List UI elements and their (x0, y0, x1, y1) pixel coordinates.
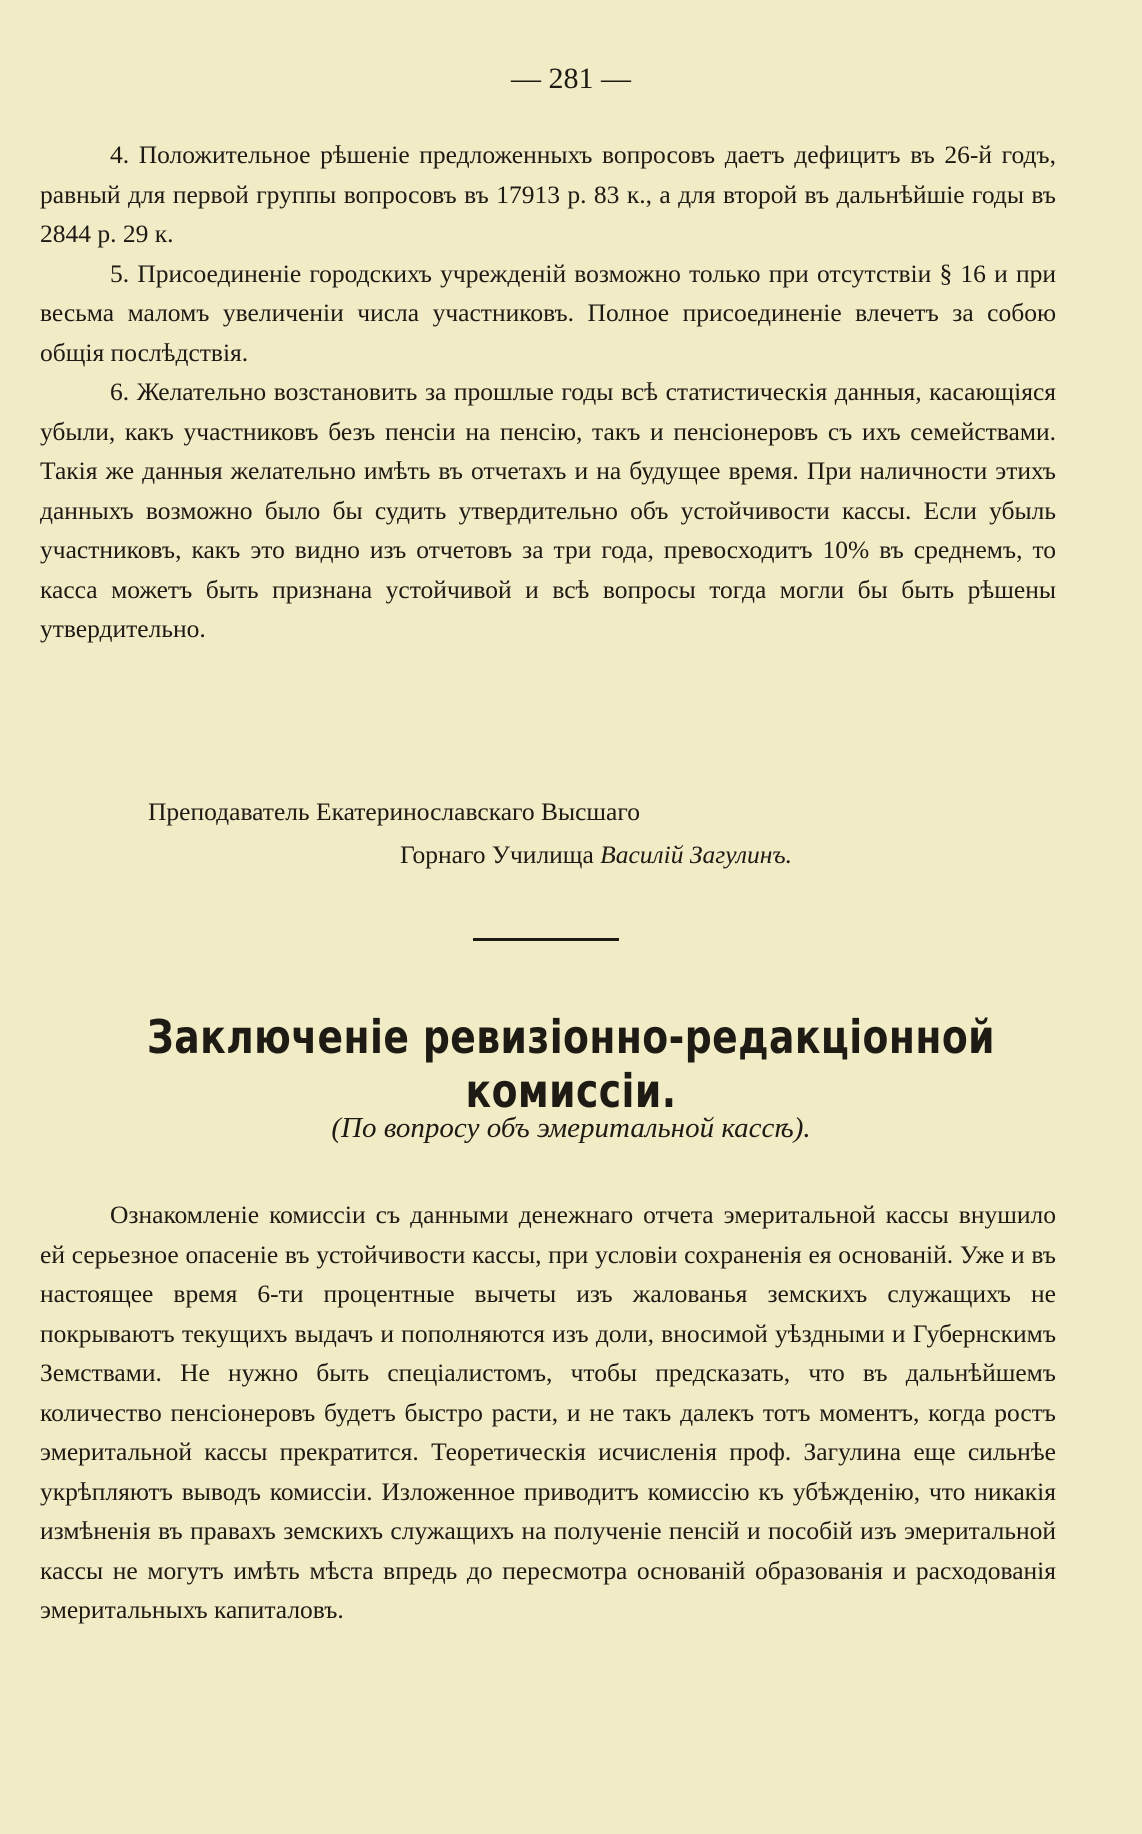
signature-line-2 (400, 840, 792, 870)
paragraph-4: 4. Положительное рѣшеніе предложенныхъ вопросовъ даетъ дефицитъ въ 26-й годъ, равный для первой группы вопросовъ въ 17913 р. 83 к., а для второй въ дальнѣйшіе годы въ 2844 р. 29 к. (40, 140, 1056, 248)
section-divider (473, 938, 619, 941)
signature-name: Василій Загулинъ. (600, 840, 792, 869)
section-subheading: (По вопросу объ эмеритальной кассѣ). (331, 1112, 811, 1144)
conclusion-paragraph: Ознакомленіе комиссіи съ данными денежнаго отчета эмеритальной кассы внушило ей серьезное опасеніе въ устойчивости кассы, при условіи сохраненія ея основаній. Уже и въ настоящее время 6-ти процентные вычеты изъ жалованья земскихъ служащихъ не покрываютъ текущихъ выдачъ и пополняются изъ доли, вносимой уѣздными и Губернскимъ Земствами. Не нужно быть спеціалистомъ, чтобы предсказать, что въ дальнѣйшемъ количество пенсіонеровъ будетъ быстро расти, и не такъ далекъ тотъ моментъ, когда ростъ эмеритальной кассы прекратится. Теоретическія исчисленія проф. Загулина еще сильнѣе укрѣпляютъ выводъ комиссіи. Изложенное приводитъ комиссію къ убѣжденію, что никакія измѣненія въ правахъ земскихъ служащихъ на полученіе пенсій и пособій изъ эмеритальной кассы не могутъ имѣть мѣста впредь до пересмотра основаній образованія и расходованія эмеритальныхъ капиталовъ. (40, 1200, 1056, 1624)
signature-line-1: Преподаватель Екатеринославскаго Высшаго (148, 797, 640, 826)
section-heading: Заключеніе ревизіонно-редакціонной комиссіи. (147, 1010, 995, 1118)
commission-conclusion (40, 1195, 1056, 1630)
paragraph-6: 6. Желательно возстановить за прошлые годы всѣ статистическія данныя, касающіяся убыли, какъ участниковъ безъ пенсіи на пенсію, такъ и пенсіонеровъ съ ихъ семействами. Такія же данныя желательно имѣть въ отчетахъ и на будущее время. При наличности этихъ данныхъ возможно было бы судить утвердительно объ устойчивости кассы. Если убыль участниковъ, какъ это видно изъ отчетовъ за три года, превосходитъ 10% въ среднемъ, то касса можетъ быть признана устойчивой и всѣ вопросы тогда могли бы быть рѣшены утвердительно. (40, 377, 1056, 643)
numbered-conclusions (40, 135, 1056, 649)
paragraph-5: 5. Присоединеніе городскихъ учрежденій возможно только при отсутствіи § 16 и при весьма маломъ увеличеніи числа участниковъ. Полное присоединеніе влечетъ за собою общія послѣдствія. (40, 258, 1056, 367)
page-number: — 281 — (511, 62, 631, 95)
signature-institution: Горнаго Училища (400, 840, 594, 869)
